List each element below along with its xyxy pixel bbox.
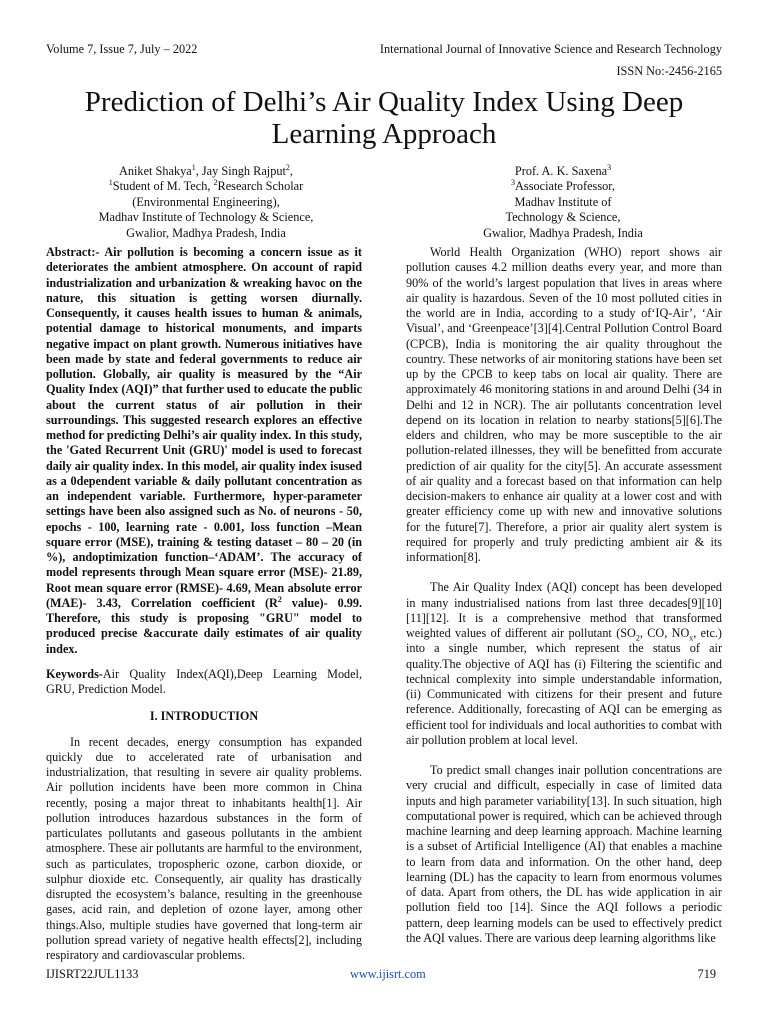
p2-text-a: The Air Quality Index (AQI) concept has been developed in many industrialised nations from last three decades[9][10][11][12]. It is a comprehensive method that transformed weighted values of different air pollutant (SO: [406, 580, 722, 640]
aff-1a: Student of M. Tech,: [112, 179, 214, 194]
author-2: , Jay Singh Rajput: [195, 164, 286, 178]
authors-left: [46, 164, 366, 241]
affiliation-line-3: Madhav Institute of Technology & Science,: [98, 210, 314, 225]
p2-sub-1: 2: [635, 633, 640, 643]
aff-sup-1: 1: [108, 178, 113, 188]
affiliation-3-line-3: Technology & Science,: [505, 210, 621, 225]
aff-3-1: Associate Professor,: [515, 179, 615, 194]
abstract-text-a: Abstract:- Air pollution is becoming a concern issue as it deteriorates the ambient atmosphere. On account of rapid industrialization and urbanization & wreaking havoc on the nature, this situation is getting worsen diurnally. Consequently, it causes health issues to human & animals, potential damage to historical monuments, and imparts negative impact on plant growth. Numerous initiatives have been made by state and federal governments to reduce air pollution. Globally, air quality is measured by the “Air Quality Index (AQI)” that further used to educate the public about the current status of air pollution in their surroundings. This suggested research explores an effective method for predicting Delhi’s air quality index. In this study, the 'Gated Recurrent Unit (GRU)' model is used to forecast daily air quality index. In this model, air quality index isused as a 0dependent variable & daily pollutant concentration as an independent variable. Furthermore, hyper-parameter settings have been also assigned such as No. of neurons - 50, epochs - 100, learning rate - 0.001, loss function –Mean square error (MSE), training & testing dataset – 80 – 20 (in %), andoptimization function–‘ADAM’. The accuracy of model represents through Mean square error (MSE)- 21.89, Root mean square error (RMSE)- 4.69, Mean absolute error (MAE)- 3.43, Correlation coefficient (R: [46, 245, 362, 610]
intro-paragraph-1: In recent decades, energy consumption has expanded quickly due to accelerated rate of urbanisation and industrialization, that resulting in severe air quality problems. Air pollution incidents have been more common in China recently, posing a major threat to inhabitants health[1]. Air pollution introduces hazardous substances in the form of particulates pollutants and gaseous pollutants in the ambient atmosphere. These air pollutants are harmful to the environment, such as particulates, tropospheric ozone, carbon dioxide, or sulphur dioxide etc. Consequently, air quality has drastically disrupted the ecosystem’s balance, resulting in the greenhouse gases, acid rain, and depletion of ozone layer, among other things.Also, multiple studies have governed that long-term air pollution spread variety of negative health effects[2], including respiratory and cardiovascular problems.: [46, 734, 362, 962]
paper-title: [40, 86, 728, 150]
section-title: I. INTRODUCTION: [149, 709, 259, 724]
author-3-name: [403, 164, 723, 179]
abstract: [46, 245, 362, 657]
keywords: [46, 667, 362, 698]
affiliation-line-1: [46, 179, 366, 194]
p2-sub-2: x: [689, 633, 694, 643]
author-names: [46, 164, 366, 179]
page-number: 719: [697, 967, 716, 981]
journal-name: International Journal of Innovative Science and Research Technology: [379, 42, 722, 56]
author-3: Prof. A. K. Saxena: [514, 164, 608, 178]
affiliation-line-2: (Environmental Engineering),: [132, 194, 280, 209]
left-column: [46, 245, 362, 963]
keywords-label: Keywords-: [46, 666, 103, 681]
p2-text-c: , etc.) into a single number, which represent the status of air quality.The objective of AQI has (i) Filtering the scientific and technical complexity into simple understandable information, (ii) Communicated with citizens for their present and future reference. Additionally, forecasting of AQI can be emerging as efficient tool for individuals and local authorities to combat with air pollution problem at local level.: [406, 626, 722, 747]
title-line-1: Prediction of Delhi’s Air Quality Index Using Deep: [84, 86, 684, 118]
right-paragraph-2: [406, 580, 722, 748]
affiliation-3-line-2: Madhav Institute of: [514, 194, 612, 209]
aff-sup-3: 3: [511, 178, 516, 188]
paper-id: IJISRT22JUL1133: [46, 967, 139, 981]
aff-sup-2: 2: [213, 178, 218, 188]
p2-text-b: , CO, NO: [639, 626, 690, 640]
paragraph-gap: [406, 748, 722, 763]
affiliation-3-line-1: [403, 179, 723, 194]
author-names-end: ,: [289, 164, 293, 178]
keywords-text: Air Quality Index(AQI),Deep Learning Model, GRU, Prediction Model.: [46, 666, 362, 696]
right-column: [406, 245, 722, 946]
affiliation-3-line-4: Gwalior, Madhya Pradesh, India: [483, 225, 643, 240]
website-link[interactable]: www.ijisrt.com: [350, 967, 426, 981]
author-1-sup: 1: [191, 162, 196, 172]
author-3-sup: 3: [607, 162, 612, 172]
issn: ISSN No:-2456-2165: [616, 64, 722, 78]
author-1: Aniket Shakya: [118, 164, 192, 178]
abstract-sup: 2: [277, 594, 282, 604]
paragraph-gap: [406, 565, 722, 580]
affiliation-line-4: Gwalior, Madhya Pradesh, India: [126, 225, 286, 240]
right-paragraph-3: To predict small changes inair pollution concentrations are very crucial and difficult, especially in case of limited data inputs and high parameter variability[13]. In such situation, high computational power is required, which can be achieved through machine learning and deep learning approach. Machine learning is a subset of Artificial Intelligence (AI) that enables a machine to learn from data and information. On the other hand, deep learning (DL) has the capacity to learn from enormous volumes of data. Apart from others, the DL has wide application in air pollution field too [14]. Since the AQI follows a periodic pattern, deep learning models can be used to effectively predict the AQI values. There are various deep learning algorithms like: [406, 763, 722, 945]
author-2-sup: 2: [285, 162, 290, 172]
right-paragraph-1: World Health Organization (WHO) report shows air pollution causes 4.2 million deaths every year, and more than 90% of the world’s largest population that lives in areas where air quality is hazardous. Seven of the 10 most polluted cities in the world are in India, according to a study of‘IQ-Air’, ‘Air Visual’, and ‘Greenpeace’[3][4].Central Pollution Control Board (CPCB), India is monitoring the air quality throughout the country. These networks of air monitoring stations have been set up by the CPCB to keep tabs on local air quality. There are approximately 46 monitoring stations in and around Delhi (34 in Delhi and 12 in NCR). The air pollutants concentration level depend on its location in relation to nearby stations[5][6].The elders and children, who may be more susceptible to the air pollution-related illnesses, they will be benefitted from accurate prediction of air quality for the city[5]. An accurate assessment of air quality and a forecast based on that information can help decision-makers to enhance air quality at a lower cost and with greater efficiency come up with new and innovative solutions for the future[7]. Therefore, a prior air quality alert system is required for properly and truly predicting ambient air & its information[8].: [406, 245, 722, 564]
abstract-text-b: value)- 0.99. Therefore, this study is proposing "GRU" model to produced precise &accurate daily estimates of air quality index.: [46, 595, 362, 656]
aff-1b: Research Scholar: [217, 179, 304, 194]
authors-right: [403, 164, 723, 241]
volume-issue: Volume 7, Issue 7, July – 2022: [46, 42, 198, 56]
title-line-2: Learning Approach: [271, 118, 497, 150]
